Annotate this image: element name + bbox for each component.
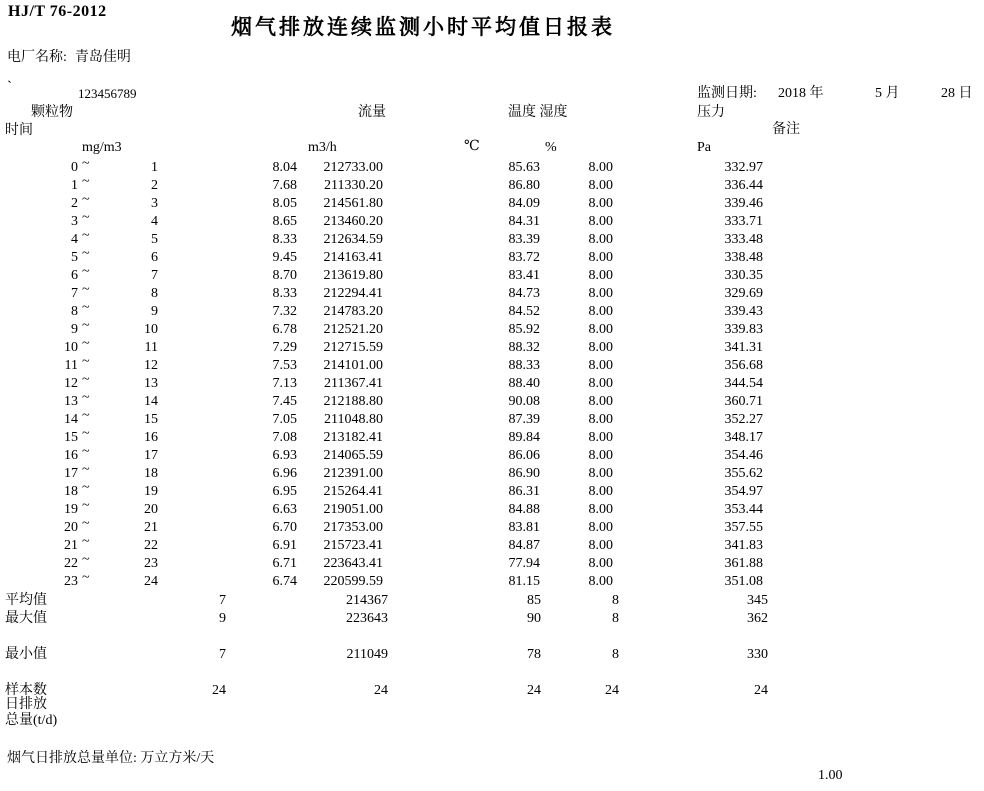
cell-pressure: 355.62	[724, 466, 763, 481]
unit-pm: mg/m3	[82, 140, 122, 155]
summary-flow: 223643	[346, 611, 388, 626]
summary-humidity: 8	[612, 611, 619, 626]
hour-end: 14	[144, 394, 158, 409]
cell-pm: 6.95	[272, 484, 297, 499]
table-row	[0, 462, 984, 483]
hour-end: 16	[144, 430, 158, 445]
page-number: 1.00	[818, 768, 843, 783]
cell-temperature: 83.41	[508, 268, 540, 283]
hour-start: 2	[71, 196, 78, 211]
cell-pressure: 356.68	[724, 358, 763, 373]
cell-temperature: 86.80	[508, 178, 540, 193]
cell-pressure: 341.31	[724, 340, 763, 355]
cell-temperature: 77.94	[508, 556, 540, 571]
monitor-date-year: 2018 年	[778, 86, 824, 101]
tilde-separator: ~	[82, 372, 90, 387]
tilde-separator: ~	[82, 228, 90, 243]
tilde-separator: ~	[82, 354, 90, 369]
hour-end: 1	[151, 160, 158, 175]
cell-temperature: 81.15	[508, 574, 540, 589]
cell-pm: 6.71	[272, 556, 297, 571]
standard-code: HJ/T 76-2012	[8, 3, 107, 20]
tilde-separator: ~	[82, 390, 90, 405]
hour-end: 17	[144, 448, 158, 463]
hour-end: 4	[151, 214, 158, 229]
cell-humidity: 8.00	[588, 412, 613, 427]
summary-humidity: 8	[612, 647, 619, 662]
cell-pressure: 339.83	[724, 322, 763, 337]
hour-start: 17	[64, 466, 78, 481]
cell-pm: 6.70	[272, 520, 297, 535]
hour-end: 12	[144, 358, 158, 373]
summary-temperature: 24	[527, 683, 541, 698]
hour-end: 6	[151, 250, 158, 265]
hour-start: 8	[71, 304, 78, 319]
cell-pm: 8.33	[272, 232, 297, 247]
unit-humidity: %	[545, 140, 557, 155]
hour-start: 1	[71, 178, 78, 193]
tilde-separator: ~	[82, 426, 90, 441]
summary-label: 最大值	[5, 611, 47, 626]
cell-temperature: 85.92	[508, 322, 540, 337]
cell-flow: 214783.20	[323, 304, 383, 319]
cell-flow: 212391.00	[323, 466, 383, 481]
summary-flow: 24	[374, 683, 388, 698]
cell-pressure: 339.46	[724, 196, 763, 211]
hour-end: 24	[144, 574, 158, 589]
cell-temperature: 84.73	[508, 286, 540, 301]
cell-humidity: 8.00	[588, 574, 613, 589]
cell-pm: 6.91	[272, 538, 297, 553]
summary-pm: 9	[219, 611, 226, 626]
tilde-separator: ~	[82, 480, 90, 495]
summary-temperature: 85	[527, 593, 541, 608]
cell-humidity: 8.00	[588, 322, 613, 337]
table-row	[0, 390, 984, 411]
cell-pressure: 332.97	[724, 160, 763, 175]
column-header-pressure: 压力	[697, 105, 725, 120]
hour-start: 3	[71, 214, 78, 229]
cell-pressure: 333.48	[724, 232, 763, 247]
hour-end: 22	[144, 538, 158, 553]
cell-humidity: 8.00	[588, 556, 613, 571]
hour-end: 18	[144, 466, 158, 481]
table-row	[0, 498, 984, 519]
column-header-pm: 颗粒物	[31, 105, 73, 120]
cell-pm: 7.53	[272, 358, 297, 373]
summary-label: 平均值	[5, 593, 47, 608]
cell-humidity: 8.00	[588, 268, 613, 283]
hour-start: 23	[64, 574, 78, 589]
cell-flow: 219051.00	[323, 502, 383, 517]
hour-end: 20	[144, 502, 158, 517]
table-row	[0, 192, 984, 213]
summary-label: 最小值	[5, 647, 47, 662]
tilde-separator: ~	[82, 318, 90, 333]
cell-flow: 212188.80	[323, 394, 383, 409]
cell-pm: 7.05	[272, 412, 297, 427]
cell-pressure: 351.08	[724, 574, 763, 589]
tilde-separator: ~	[82, 498, 90, 513]
cell-flow: 212733.00	[323, 160, 383, 175]
hour-start: 18	[64, 484, 78, 499]
cell-temperature: 84.87	[508, 538, 540, 553]
cell-pm: 8.05	[272, 196, 297, 211]
cell-humidity: 8.00	[588, 286, 613, 301]
cell-flow: 214561.80	[323, 196, 383, 211]
cell-flow: 212715.59	[323, 340, 383, 355]
tick-mark: `	[7, 79, 12, 95]
cell-pm: 6.78	[272, 322, 297, 337]
hour-start: 11	[64, 358, 78, 373]
cell-humidity: 8.00	[588, 358, 613, 373]
summary-temperature: 78	[527, 647, 541, 662]
unit-flow: m3/h	[308, 140, 337, 155]
table-row	[0, 372, 984, 393]
table-row	[0, 264, 984, 285]
table-row	[0, 246, 984, 267]
cell-pm: 6.63	[272, 502, 297, 517]
cell-pm: 8.65	[272, 214, 297, 229]
tilde-separator: ~	[82, 516, 90, 531]
summary-flow: 214367	[346, 593, 388, 608]
tilde-separator: ~	[82, 246, 90, 261]
hour-end: 15	[144, 412, 158, 427]
tilde-separator: ~	[82, 408, 90, 423]
cell-flow: 214163.41	[323, 250, 383, 265]
summary-pressure: 362	[747, 611, 768, 626]
cell-temperature: 87.39	[508, 412, 540, 427]
cell-pressure: 338.48	[724, 250, 763, 265]
report-title: 烟气排放连续监测小时平均值日报表	[231, 15, 615, 39]
table-row	[0, 336, 984, 357]
cell-pm: 6.96	[272, 466, 297, 481]
cell-pressure: 361.88	[724, 556, 763, 571]
hour-start: 5	[71, 250, 78, 265]
cell-pressure: 336.44	[724, 178, 763, 193]
table-row	[0, 534, 984, 555]
cell-pm: 6.74	[272, 574, 297, 589]
summary-pressure: 345	[747, 593, 768, 608]
hour-start: 6	[71, 268, 78, 283]
cell-humidity: 8.00	[588, 502, 613, 517]
cell-pm: 7.29	[272, 340, 297, 355]
cell-temperature: 84.88	[508, 502, 540, 517]
cell-flow: 212521.20	[323, 322, 383, 337]
hour-end: 7	[151, 268, 158, 283]
hour-end: 2	[151, 178, 158, 193]
cell-flow: 214065.59	[323, 448, 383, 463]
cell-pressure: 341.83	[724, 538, 763, 553]
hour-start: 14	[64, 412, 78, 427]
cell-humidity: 8.00	[588, 340, 613, 355]
cell-temperature: 84.31	[508, 214, 540, 229]
plant-name-line	[7, 50, 131, 65]
hour-end: 9	[151, 304, 158, 319]
summary-temperature: 90	[527, 611, 541, 626]
cell-humidity: 8.00	[588, 484, 613, 499]
cell-pm: 6.93	[272, 448, 297, 463]
hour-start: 22	[64, 556, 78, 571]
tilde-separator: ~	[82, 534, 90, 549]
table-row	[0, 210, 984, 231]
table-row	[0, 282, 984, 303]
summary-pm: 7	[219, 593, 226, 608]
daily-emission-label-line2: 总量(t/d)	[5, 713, 58, 728]
serial-number: 123456789	[78, 86, 137, 101]
cell-flow: 211048.80	[324, 412, 383, 427]
summary-flow: 211049	[346, 647, 388, 662]
cell-flow: 212294.41	[323, 286, 383, 301]
cell-humidity: 8.00	[588, 520, 613, 535]
cell-pm: 7.68	[272, 178, 297, 193]
cell-flow: 213460.20	[323, 214, 383, 229]
hour-end: 8	[151, 286, 158, 301]
cell-pm: 9.45	[272, 250, 297, 265]
cell-pm: 8.04	[272, 160, 297, 175]
cell-flow: 215264.41	[323, 484, 383, 499]
summary-pressure: 24	[754, 683, 768, 698]
cell-pressure: 329.69	[724, 286, 763, 301]
cell-humidity: 8.00	[588, 160, 613, 175]
cell-flow: 213182.41	[323, 430, 383, 445]
cell-humidity: 8.00	[588, 178, 613, 193]
cell-pressure: 354.46	[724, 448, 763, 463]
column-header-time: 时间	[5, 123, 33, 138]
flow-total-unit-note: 烟气日排放总量单位: 万立方米/天	[7, 751, 215, 766]
cell-humidity: 8.00	[588, 214, 613, 229]
cell-temperature: 83.39	[508, 232, 540, 247]
cell-pressure: 348.17	[724, 430, 763, 445]
cell-flow: 214101.00	[323, 358, 383, 373]
hour-start: 0	[71, 160, 78, 175]
hour-start: 20	[64, 520, 78, 535]
hour-start: 12	[64, 376, 78, 391]
hour-end: 10	[144, 322, 158, 337]
cell-pm: 7.08	[272, 430, 297, 445]
cell-humidity: 8.00	[588, 304, 613, 319]
cell-temperature: 88.40	[508, 376, 540, 391]
monitor-date-month: 5 月	[875, 86, 900, 101]
hour-start: 4	[71, 232, 78, 247]
cell-humidity: 8.00	[588, 538, 613, 553]
tilde-separator: ~	[82, 192, 90, 207]
hour-start: 21	[64, 538, 78, 553]
tilde-separator: ~	[82, 282, 90, 297]
cell-pm: 7.13	[272, 376, 297, 391]
summary-pm: 24	[212, 683, 226, 698]
table-row	[0, 444, 984, 465]
cell-humidity: 8.00	[588, 250, 613, 265]
hour-end: 11	[144, 340, 158, 355]
cell-temperature: 86.31	[508, 484, 540, 499]
cell-flow: 211367.41	[324, 376, 383, 391]
table-row	[0, 300, 984, 321]
table-row	[0, 408, 984, 429]
cell-pressure: 339.43	[724, 304, 763, 319]
tilde-separator: ~	[82, 174, 90, 189]
cell-humidity: 8.00	[588, 196, 613, 211]
hour-end: 3	[151, 196, 158, 211]
cell-pressure: 333.71	[724, 214, 763, 229]
cell-flow: 212634.59	[323, 232, 383, 247]
table-row	[0, 318, 984, 339]
tilde-separator: ~	[82, 462, 90, 477]
hour-start: 15	[64, 430, 78, 445]
cell-flow: 223643.41	[323, 556, 383, 571]
hour-end: 23	[144, 556, 158, 571]
cell-temperature: 84.09	[508, 196, 540, 211]
cell-temperature: 85.63	[508, 160, 540, 175]
hour-start: 19	[64, 502, 78, 517]
cell-flow: 215723.41	[323, 538, 383, 553]
tilde-separator: ~	[82, 552, 90, 567]
cell-pressure: 360.71	[724, 394, 763, 409]
cell-pm: 8.70	[272, 268, 297, 283]
table-row	[0, 174, 984, 195]
tilde-separator: ~	[82, 264, 90, 279]
cell-pressure: 354.97	[724, 484, 763, 499]
cell-pressure: 330.35	[724, 268, 763, 283]
table-row	[0, 156, 984, 177]
cell-temperature: 86.06	[508, 448, 540, 463]
table-row	[0, 480, 984, 501]
cell-humidity: 8.00	[588, 394, 613, 409]
cell-temperature: 90.08	[508, 394, 540, 409]
cell-temperature: 86.90	[508, 466, 540, 481]
hour-end: 13	[144, 376, 158, 391]
table-row	[0, 228, 984, 249]
hour-start: 16	[64, 448, 78, 463]
hour-end: 5	[151, 232, 158, 247]
tilde-separator: ~	[82, 210, 90, 225]
cell-flow: 213619.80	[323, 268, 383, 283]
cell-humidity: 8.00	[588, 232, 613, 247]
cell-pressure: 357.55	[724, 520, 763, 535]
summary-label: 样本数	[5, 683, 47, 698]
summary-humidity: 24	[605, 683, 619, 698]
cell-temperature: 88.32	[508, 340, 540, 355]
cell-pm: 8.33	[272, 286, 297, 301]
cell-temperature: 89.84	[508, 430, 540, 445]
summary-row-maximum	[0, 610, 984, 628]
tilde-separator: ~	[82, 300, 90, 315]
column-header-remark: 备注	[772, 122, 800, 137]
daily-emission-label-line1: 日排放	[5, 697, 47, 712]
cell-humidity: 8.00	[588, 430, 613, 445]
hour-end: 19	[144, 484, 158, 499]
cell-temperature: 83.72	[508, 250, 540, 265]
table-row	[0, 426, 984, 447]
cell-pm: 7.32	[272, 304, 297, 319]
table-row	[0, 552, 984, 573]
summary-row-sample-count	[0, 682, 984, 700]
cell-humidity: 8.00	[588, 448, 613, 463]
column-header-temp-humidity: 温度 湿度	[508, 105, 568, 120]
cell-pm: 7.45	[272, 394, 297, 409]
cell-flow: 211330.20	[324, 178, 383, 193]
summary-humidity: 8	[612, 593, 619, 608]
cell-flow: 220599.59	[323, 574, 383, 589]
tilde-separator: ~	[82, 570, 90, 585]
unit-temperature: ℃	[464, 139, 480, 154]
table-row	[0, 516, 984, 537]
plant-name-label: 电厂名称:	[7, 50, 67, 65]
cell-humidity: 8.00	[588, 466, 613, 481]
hour-start: 9	[71, 322, 78, 337]
cell-temperature: 83.81	[508, 520, 540, 535]
monitor-date-label: 监测日期:	[697, 86, 757, 101]
cell-temperature: 84.52	[508, 304, 540, 319]
hour-start: 10	[64, 340, 78, 355]
cell-temperature: 88.33	[508, 358, 540, 373]
tilde-separator: ~	[82, 336, 90, 351]
hour-start: 7	[71, 286, 78, 301]
summary-pm: 7	[219, 647, 226, 662]
summary-row-average	[0, 592, 984, 610]
unit-pressure: Pa	[697, 140, 711, 155]
plant-name-value: 青岛佳明	[74, 50, 131, 65]
summary-pressure: 330	[747, 647, 768, 662]
column-header-flow: 流量	[358, 105, 386, 120]
cell-pressure: 352.27	[724, 412, 763, 427]
cell-flow: 217353.00	[323, 520, 383, 535]
cell-pressure: 344.54	[724, 376, 763, 391]
cell-humidity: 8.00	[588, 376, 613, 391]
tilde-separator: ~	[82, 444, 90, 459]
hour-end: 21	[144, 520, 158, 535]
table-row	[0, 570, 984, 591]
summary-row-minimum	[0, 646, 984, 664]
cell-pressure: 353.44	[724, 502, 763, 517]
monitor-date-day: 28 日	[941, 86, 973, 101]
hour-start: 13	[64, 394, 78, 409]
tilde-separator: ~	[82, 156, 90, 171]
table-row	[0, 354, 984, 375]
